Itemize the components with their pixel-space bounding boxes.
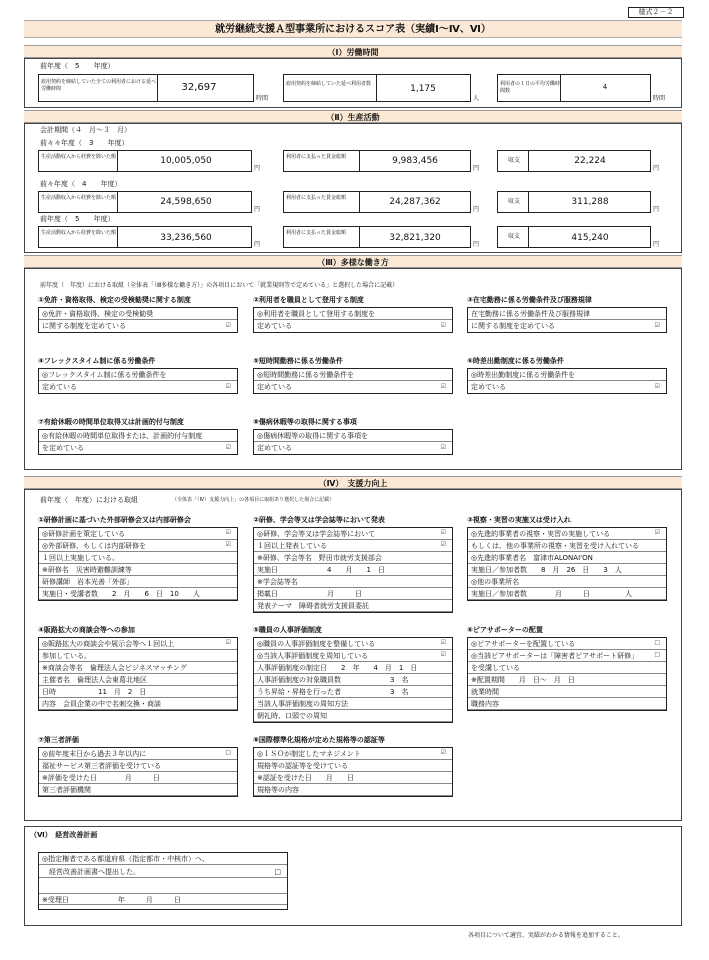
s4-b4-line: 参加している。 bbox=[39, 650, 237, 662]
s4-b7-checkbox-1[interactable]: □ bbox=[225, 749, 231, 756]
section-3-header: （Ⅲ）多様な働き方 bbox=[24, 255, 682, 268]
s6-line-3: ※受理日 年 月 日 bbox=[39, 893, 287, 905]
s4-b5-title: ⑤職員の人事評価制度 bbox=[253, 626, 322, 634]
s4-b1-title: ①研修計画に基づいた外部研修会又は内部研修会 bbox=[38, 516, 191, 524]
s1-cell-1 bbox=[38, 74, 254, 102]
s2-row2-value: 24,598,650 bbox=[160, 197, 212, 207]
s3-item-title: ③在宅勤務に係る労働条件及び服務規律 bbox=[467, 296, 592, 304]
s3-item-line-2: 定めている bbox=[471, 383, 506, 391]
s2-unit: 円 bbox=[254, 165, 261, 172]
s2-row3-paid-box bbox=[283, 226, 471, 248]
s1-c3-unit: 時間 bbox=[653, 95, 666, 102]
s4-intro-note: （全体表「（Ⅳ）支援力向上」の各項目に取組あり選択した場合に記載） bbox=[172, 497, 335, 503]
s2-row1-paid-box bbox=[283, 150, 471, 172]
s1-cell-2 bbox=[283, 74, 471, 102]
s6-box bbox=[38, 852, 288, 910]
s2-period: 会計期間（４ 月～３ 月） bbox=[40, 126, 131, 134]
s4-b5-box bbox=[253, 637, 453, 723]
s6-line-1: ◎指定権者である都道府県（指定都市・中核市）へ、 bbox=[39, 853, 287, 865]
s4-b6-checkbox-1[interactable]: □ bbox=[654, 639, 660, 646]
s4-b1-checkbox-1[interactable]: ☑ bbox=[225, 529, 231, 536]
s3-item-title: ⑧傷病休暇等の取得に関する事項 bbox=[253, 418, 357, 426]
s3-item-line-1: ◎時差出勤制度に係る労働条件を bbox=[468, 369, 666, 381]
s4-b5-line: ◎当該人事評価制度を周知している bbox=[254, 650, 452, 662]
s4-b1-line: １回以上実施している。 bbox=[39, 552, 237, 564]
s4-b6-line: を受講している bbox=[468, 662, 666, 674]
s4-b4-box bbox=[38, 637, 238, 711]
s4-b4-checkbox-1[interactable]: ☑ bbox=[225, 639, 231, 646]
section-4-header: （Ⅳ） 支援力向上 bbox=[24, 476, 682, 489]
s4-b5-line: 当該人事評価制度の周知方法 bbox=[254, 698, 452, 710]
s2-row3-bal-label: 収支 bbox=[508, 233, 521, 240]
s4-b1-line: ※研修名 災害時避難訓練等 bbox=[39, 564, 237, 576]
s3-item-title: ⑦有給休暇の時間単位取得又は計画的付与制度 bbox=[38, 418, 184, 426]
s3-item-checkbox[interactable]: ☑ bbox=[654, 322, 660, 329]
s4-b7-box bbox=[38, 747, 238, 797]
s4-b2-line: 発表テーマ 障碍者就労支援員委託 bbox=[254, 600, 452, 612]
s3-item-box bbox=[38, 429, 238, 455]
s4-intro: 前年度（ 年度）における取組 bbox=[40, 496, 138, 504]
s4-b3-line: ◎他の事業所名 bbox=[468, 576, 666, 588]
s3-item-title: ⑤短時間勤務に係る労働条件 bbox=[253, 357, 343, 365]
s4-b4-title: ④販路拡大の商談会等への参加 bbox=[38, 626, 135, 634]
s3-item-line-2: に関する制度を定めている bbox=[42, 322, 126, 330]
s3-item-box bbox=[253, 368, 453, 394]
s2-row3-value: 33,236,560 bbox=[160, 233, 212, 243]
s4-b8-checkbox-1[interactable]: ☑ bbox=[440, 749, 446, 756]
s4-b5-checkbox-1[interactable]: ☑ bbox=[440, 639, 446, 646]
s3-item-line-1: ◎短時間勤務に係る労働条件を bbox=[254, 369, 452, 381]
s4-b7-line: 福祉サービス第三者評価を受けている bbox=[39, 760, 237, 772]
s2-row1-bal-box bbox=[497, 150, 651, 172]
s3-item-line-2: に関する制度を定めている bbox=[471, 322, 555, 330]
s2-row3-paid-label: 利用者に支払った賃金総額 bbox=[286, 230, 347, 236]
s2-unit: 円 bbox=[473, 241, 480, 248]
s4-b6-line: ◎ピアサポーターを配置している bbox=[468, 638, 666, 650]
s4-b4-line: 主催者名 倫理法人会東葛北地区 bbox=[39, 674, 237, 686]
s2-unit: 円 bbox=[254, 241, 261, 248]
s4-b3-box bbox=[467, 527, 667, 601]
s4-b8-line: 規格等の認証等を受けている bbox=[254, 760, 452, 772]
s2-row1-paid: 9,983,456 bbox=[392, 156, 438, 166]
s4-b5-line: 朝礼時、口頭での周知 bbox=[254, 710, 452, 722]
s6-spacer bbox=[39, 879, 287, 887]
s2-year-1: 前々々年度（ 3 年度） bbox=[40, 139, 129, 147]
s2-row2-bal: 311,288 bbox=[571, 197, 609, 207]
s3-item-box bbox=[38, 368, 238, 394]
s2-row2-bal-label: 収支 bbox=[508, 198, 521, 205]
s4-b2-checkbox-1[interactable]: ☑ bbox=[440, 529, 446, 536]
s2-year-2: 前々年度（ 4 年度） bbox=[40, 180, 122, 188]
s3-item-checkbox[interactable]: ☑ bbox=[225, 444, 231, 451]
s3-item-box bbox=[253, 429, 453, 455]
s3-item-checkbox[interactable]: ☑ bbox=[225, 322, 231, 329]
s2-unit: 円 bbox=[254, 206, 261, 213]
s1-year: 前年度（ 5 年度） bbox=[40, 62, 115, 70]
s2-row1-bal: 22,224 bbox=[574, 156, 606, 166]
s4-b2-title: ②研修、学会等又は学会誌等において発表 bbox=[253, 516, 385, 524]
s4-b5-line: ◎職員の人事評価制度を整備している bbox=[254, 638, 452, 650]
s2-row1-bal-label: 収支 bbox=[508, 157, 521, 164]
s2-unit: 円 bbox=[653, 165, 660, 172]
s4-b1-box bbox=[38, 527, 238, 601]
s3-item-line-1: ◎傷病休暇等の取得に関する事項を bbox=[254, 430, 452, 442]
s1-c2-label: 雇用契約を締結していた延べ利用者数 bbox=[286, 81, 372, 87]
s4-b6-line: ※配置期間 月 日〜 月 日 bbox=[468, 674, 666, 686]
s1-c3-label: 利用者の１日の平均労働時間数 bbox=[500, 81, 561, 94]
s1-c3-value: 4 bbox=[602, 83, 608, 91]
form-number: 様式２－２ bbox=[628, 7, 684, 18]
s2-row2-paid: 24,287,362 bbox=[389, 197, 441, 207]
s4-b2-checkbox-2[interactable]: ☑ bbox=[440, 541, 446, 548]
s3-item-line-1: 在宅勤務に係る労働条件及び服務規律 bbox=[468, 308, 666, 320]
s4-b1-line: 研修講師 岩本光善「外部」 bbox=[39, 576, 237, 588]
s4-b3-line: 実施日／参加者数 月 日 人 bbox=[468, 588, 666, 600]
s4-b5-line: 人事評価制度の対象職員数 3 名 bbox=[254, 674, 452, 686]
s4-b7-line: ◎前年度末日から過去３年以内に bbox=[39, 748, 237, 760]
s3-item-line-1: ◎利用者を職員として登用する制度を bbox=[254, 308, 452, 320]
s4-b1-checkbox-2[interactable]: ☑ bbox=[225, 541, 231, 548]
s4-b4-line: ※商談会等名 倫理法人会ビジネスマッチング bbox=[39, 662, 237, 674]
s2-row2-paid-label: 利用者に支払った賃金総額 bbox=[286, 195, 347, 201]
s4-b6-line: 就業時間 bbox=[468, 686, 666, 698]
s4-b2-line: ※学会誌等名 bbox=[254, 576, 452, 588]
s4-b8-line: ◎ＩＳＯが制定したマネジメント bbox=[254, 748, 452, 760]
s2-row2-bal-box bbox=[497, 191, 651, 213]
s4-b6-box bbox=[467, 637, 667, 711]
s2-unit: 円 bbox=[473, 165, 480, 172]
s3-intro: 前年度（ 年度）における取組（全体表「（Ⅲ多様な働き方）」の各項目において「就業規則等で定めている」と選択した場合に記載） bbox=[40, 282, 399, 289]
s2-unit: 円 bbox=[653, 241, 660, 248]
s1-c1-value: 32,697 bbox=[181, 82, 217, 93]
s4-b4-line: ◎販路拡大の商談会や展示会等へ１回以上 bbox=[39, 638, 237, 650]
s2-row1-label: 生産活動収入から経費を除いた額 bbox=[41, 154, 117, 160]
s4-b7-line: 第三者評価機関 bbox=[39, 784, 237, 796]
s4-b5-line: うち昇給・昇格を行った者 3 名 bbox=[254, 686, 452, 698]
s2-row2-label: 生産活動収入から経費を除いた額 bbox=[41, 195, 117, 201]
s4-b2-line: 掲載日 月 日 bbox=[254, 588, 452, 600]
s1-c2-value: 1,175 bbox=[410, 84, 436, 94]
s1-cell-3 bbox=[497, 74, 651, 102]
s4-b1-line: ◎研修計画を策定している bbox=[39, 528, 237, 540]
s3-item-line-1: ◎有給休暇の時間単位取得または、計画的付与制度 bbox=[39, 430, 237, 442]
s3-item-line-2: 定めている bbox=[257, 444, 292, 452]
section-1-header: （Ⅰ）労働時間 bbox=[24, 45, 682, 58]
s4-b8-line: ※認証を受けた日 月 日 bbox=[254, 772, 452, 784]
s2-row3-paid: 32,821,320 bbox=[389, 233, 441, 243]
s2-row2-value-box bbox=[38, 191, 252, 213]
s3-item-box bbox=[467, 307, 667, 333]
s3-item-title: ⑥時差出勤制度に係る労働条件 bbox=[467, 357, 564, 365]
s2-row3-bal: 415,240 bbox=[571, 233, 609, 243]
s2-row1-value-box bbox=[38, 150, 252, 172]
s3-item-title: ④フレックスタイム制に係る労働条件 bbox=[38, 357, 156, 365]
s6-checkbox[interactable]: □ bbox=[274, 868, 281, 876]
s3-item-title: ②利用者を職員として登用する制度 bbox=[253, 296, 364, 304]
s1-c1-label: 雇用契約を締結していた全ての利用者における延べ労働時間 bbox=[41, 79, 157, 92]
s4-b6-line: ◎当該ピアサポーターは「障害者ピアサポート研修」 bbox=[468, 650, 666, 662]
s3-item-checkbox[interactable]: ☑ bbox=[440, 444, 446, 451]
s4-b5-line: 人事評価制度の制定日 2 年 4 月 1 日 bbox=[254, 662, 452, 674]
s2-row2-paid-box bbox=[283, 191, 471, 213]
s4-b3-line: もしくは、他の事業所の視察・実習を受け入れている bbox=[468, 540, 666, 552]
s4-b7-title: ⑦第三者評価 bbox=[38, 736, 79, 744]
s3-item-line-2: を定めている bbox=[42, 444, 84, 452]
s4-b2-line: 実施日 4 月 1 日 bbox=[254, 564, 452, 576]
section-6-header: （Ⅵ） 経営改善計画 bbox=[30, 831, 98, 839]
s4-b8-box bbox=[253, 747, 453, 797]
s2-year-3: 前年度（ 5 年度） bbox=[40, 215, 115, 223]
s4-b5-checkbox-2[interactable]: ☑ bbox=[440, 651, 446, 658]
s4-b3-line: 実施日／参加者数 8 月 26 日 3 人 bbox=[468, 564, 666, 576]
s4-b4-line: 内容 会員企業の中で名刺交換・商談 bbox=[39, 698, 237, 710]
s3-item-checkbox[interactable]: ☑ bbox=[654, 383, 660, 390]
s3-item-box bbox=[467, 368, 667, 394]
s3-item-checkbox[interactable]: ☑ bbox=[440, 383, 446, 390]
s2-unit: 円 bbox=[473, 206, 480, 213]
s1-c2-unit: 人 bbox=[473, 95, 480, 102]
s4-b7-line: ※評価を受けた日 月 日 bbox=[39, 772, 237, 784]
s4-b1-line: ◎外部研修、もしくは内部研修を bbox=[39, 540, 237, 552]
s3-item-title: ①免許・資格取得、検定の受検勧奨に関する制度 bbox=[38, 296, 191, 304]
s3-item-line-2: 定めている bbox=[257, 383, 292, 391]
s2-row1-value: 10,005,050 bbox=[160, 156, 212, 166]
s4-b3-line: ◎先進的事業者の視察・実習の実施している bbox=[468, 528, 666, 540]
s2-unit: 円 bbox=[653, 206, 660, 213]
s3-item-line-2: 定めている bbox=[257, 322, 292, 330]
s6-line-2: 経営改善計画書へ提出した。 □ bbox=[39, 866, 287, 878]
s2-row3-label: 生産活動収入から経費を除いた額 bbox=[41, 230, 117, 236]
s4-b1-line: 実施日・受講者数 2 月 6 日 10 人 bbox=[39, 588, 237, 600]
s3-item-box bbox=[38, 307, 238, 333]
s4-b6-checkbox-2[interactable]: □ bbox=[654, 651, 660, 658]
s4-b2-line: ◎研修、学会等又は学会誌等において bbox=[254, 528, 452, 540]
s4-b8-title: ⑧国際標準化規格が定めた規格等の認証等 bbox=[253, 736, 385, 744]
page-title: 就労継続支援Ａ型事業所におけるスコア表（実績Ⅰ～Ⅳ、Ⅵ） bbox=[24, 20, 682, 38]
s3-item-checkbox[interactable]: ☑ bbox=[440, 322, 446, 329]
s4-b2-line: ※研修、学会等名 野田市就労支援部会 bbox=[254, 552, 452, 564]
s1-c1-unit: 時間 bbox=[256, 95, 269, 102]
s3-item-line-2: 定めている bbox=[42, 383, 77, 391]
s4-b3-checkbox-1[interactable]: ☑ bbox=[654, 529, 660, 536]
s3-item-checkbox[interactable]: ☑ bbox=[225, 383, 231, 390]
s4-b8-line: 規格等の内容 bbox=[254, 784, 452, 796]
s4-b2-box bbox=[253, 527, 453, 613]
s3-item-box bbox=[253, 307, 453, 333]
s3-item-line-1: ◎フレックスタイム制に係る労働条件を bbox=[39, 369, 237, 381]
s4-b6-title: ⑥ピアサポーターの配置 bbox=[467, 626, 543, 634]
section-2-header: （Ⅱ）生産活動 bbox=[24, 110, 682, 123]
s2-row1-paid-label: 利用者に支払った賃金総額 bbox=[286, 154, 347, 160]
s4-b4-line: 日時 11 月 2 日 bbox=[39, 686, 237, 698]
s4-b3-line: ◎先進的事業者名 富津市ALONAI'ON bbox=[468, 552, 666, 564]
s3-item-line-1: ◎免許・資格取得、検定の受検勧奨 bbox=[39, 308, 237, 320]
footer-note: 各項目について適宜、実績がわかる情報を追加すること。 bbox=[468, 932, 624, 939]
s2-row3-value-box bbox=[38, 226, 252, 248]
s2-row3-bal-box bbox=[497, 226, 651, 248]
s4-b3-title: ③視察・実習の実施又は受け入れ bbox=[467, 516, 571, 524]
s4-b2-line: １回以上発表している bbox=[254, 540, 452, 552]
s4-b6-line: 職務内容 bbox=[468, 698, 666, 710]
